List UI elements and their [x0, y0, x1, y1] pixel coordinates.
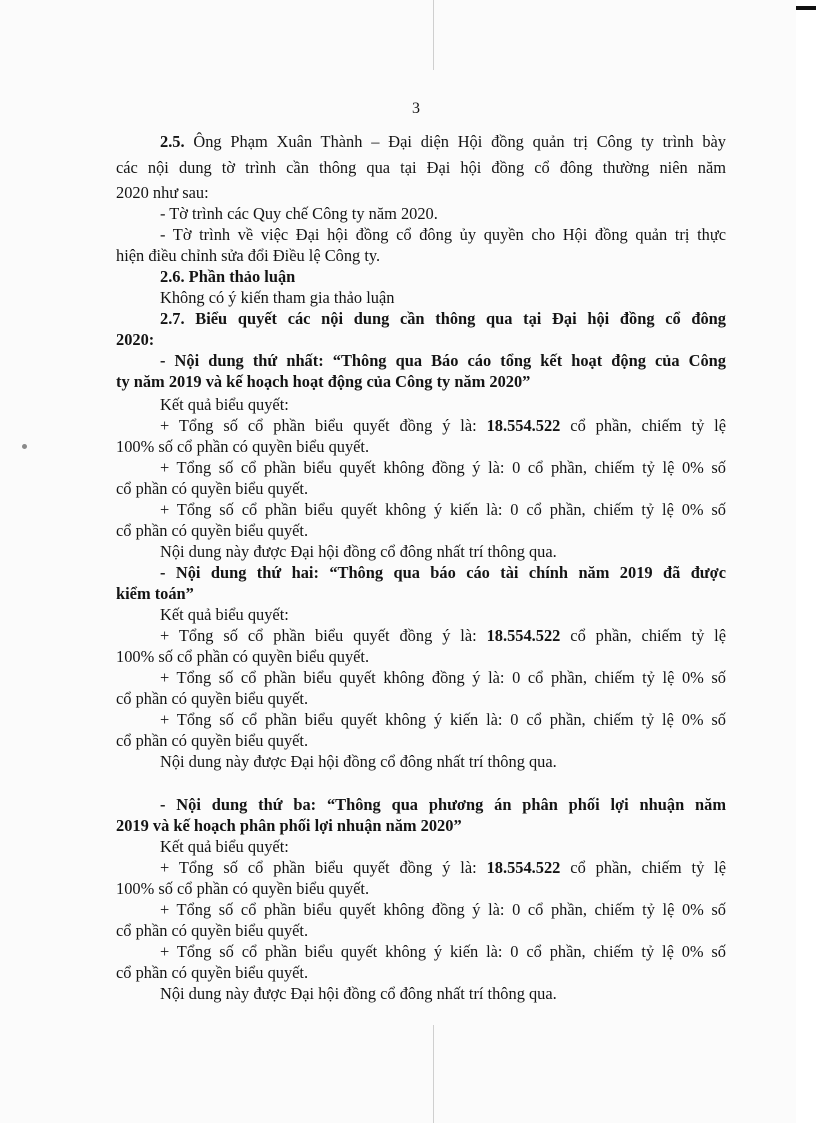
text-line: + Tổng số cổ phần biểu quyết không ý kiến là: 0 cổ phần, chiếm tỷ lệ 0% số — [160, 942, 726, 961]
text-line — [160, 131, 726, 152]
text-line: cổ phần có quyền biểu quyết. — [116, 731, 309, 750]
text-run: cổ phần, chiếm tỷ lệ — [560, 626, 727, 645]
text-line: 100% số cổ phần có quyền biểu quyết. — [116, 879, 370, 898]
item-heading: - Nội dung thứ hai: “Thông qua báo cáo tài chính năm 2019 đã được — [160, 563, 726, 582]
fold-line — [433, 1025, 434, 1123]
vote-line — [160, 415, 726, 436]
text-line: Nội dung này được Đại hội đồng cổ đông nhất trí thông qua. — [160, 752, 557, 771]
vote-line — [160, 857, 726, 878]
fold-line — [433, 0, 434, 70]
text-run: + Tổng số cổ phần biểu quyết đồng ý là: — [160, 626, 487, 645]
item-heading: 2019 và kế hoạch phân phối lợi nhuận năm 2020” — [116, 816, 462, 835]
text-line: hiện điều chỉnh sửa đổi Điều lệ Công ty. — [116, 246, 381, 265]
bold-run: 18.554.522 — [486, 626, 561, 645]
item-heading: ty năm 2019 và kế hoạch hoạt động của Công ty năm 2020” — [116, 372, 531, 391]
text-line: + Tổng số cổ phần biểu quyết không ý kiến là: 0 cổ phần, chiếm tỷ lệ 0% số — [160, 500, 726, 519]
page-edge — [796, 0, 816, 1123]
bold-run: 18.554.522 — [486, 858, 561, 877]
text-line: Kết quả biểu quyết: — [160, 395, 289, 414]
text-line: Nội dung này được Đại hội đồng cổ đông nhất trí thông qua. — [160, 984, 557, 1003]
text-line: Không có ý kiến tham gia thảo luận — [160, 288, 395, 307]
text-line: + Tổng số cổ phần biểu quyết không đồng ý là: 0 cổ phần, chiếm tỷ lệ 0% số — [160, 900, 726, 919]
text-line: cổ phần có quyền biểu quyết. — [116, 963, 309, 982]
vote-line — [160, 625, 726, 646]
section-heading: 2.7. Biểu quyết các nội dung cần thông qua tại Đại hội đồng cổ đông — [160, 309, 726, 328]
text-line: Nội dung này được Đại hội đồng cổ đông nhất trí thông qua. — [160, 542, 557, 561]
section-heading: 2020: — [116, 330, 155, 349]
bold-run: 18.554.522 — [486, 416, 561, 435]
text-line: Kết quả biểu quyết: — [160, 837, 289, 856]
item-heading: - Nội dung thứ ba: “Thông qua phương án phân phối lợi nhuận năm — [160, 795, 726, 814]
text-run: Ông Phạm Xuân Thành – Đại diện Hội đồng quản trị Công ty trình bày — [184, 132, 726, 151]
scan-mark — [796, 6, 816, 10]
text-line: Kết quả biểu quyết: — [160, 605, 289, 624]
text-line: 100% số cổ phần có quyền biểu quyết. — [116, 437, 370, 456]
bold-run: 2.5. — [160, 132, 185, 151]
text-run: cổ phần, chiếm tỷ lệ — [560, 858, 727, 877]
text-line: - Tờ trình các Quy chế Công ty năm 2020. — [160, 204, 438, 223]
item-heading: kiểm toán” — [116, 584, 194, 603]
text-line: cổ phần có quyền biểu quyết. — [116, 689, 309, 708]
text-line: 2020 như sau: — [116, 183, 209, 202]
text-line: cổ phần có quyền biểu quyết. — [116, 921, 309, 940]
text-run: + Tổng số cổ phần biểu quyết đồng ý là: — [160, 858, 487, 877]
item-heading: - Nội dung thứ nhất: “Thông qua Báo cáo tổng kết hoạt động của Công — [160, 351, 726, 370]
text-run: + Tổng số cổ phần biểu quyết đồng ý là: — [160, 416, 487, 435]
page-number: 3 — [412, 100, 420, 117]
section-heading: 2.6. Phần thảo luận — [160, 267, 296, 286]
text-line: 100% số cổ phần có quyền biểu quyết. — [116, 647, 370, 666]
scan-speck — [22, 444, 27, 449]
text-line: cổ phần có quyền biểu quyết. — [116, 521, 309, 540]
text-run: cổ phần, chiếm tỷ lệ — [560, 416, 727, 435]
margin-stamp-mark — [0, 545, 12, 745]
text-line: + Tổng số cổ phần biểu quyết không đồng ý là: 0 cổ phần, chiếm tỷ lệ 0% số — [160, 668, 726, 687]
text-line: cổ phần có quyền biểu quyết. — [116, 479, 309, 498]
text-line: các nội dung tờ trình cần thông qua tại Đại hội đồng cổ đông thường niên năm — [116, 158, 726, 177]
text-line: - Tờ trình về việc Đại hội đồng cổ đông ủy quyền cho Hội đồng quản trị thực — [160, 225, 726, 244]
text-line: + Tổng số cổ phần biểu quyết không đồng ý là: 0 cổ phần, chiếm tỷ lệ 0% số — [160, 458, 726, 477]
text-line: + Tổng số cổ phần biểu quyết không ý kiến là: 0 cổ phần, chiếm tỷ lệ 0% số — [160, 710, 726, 729]
